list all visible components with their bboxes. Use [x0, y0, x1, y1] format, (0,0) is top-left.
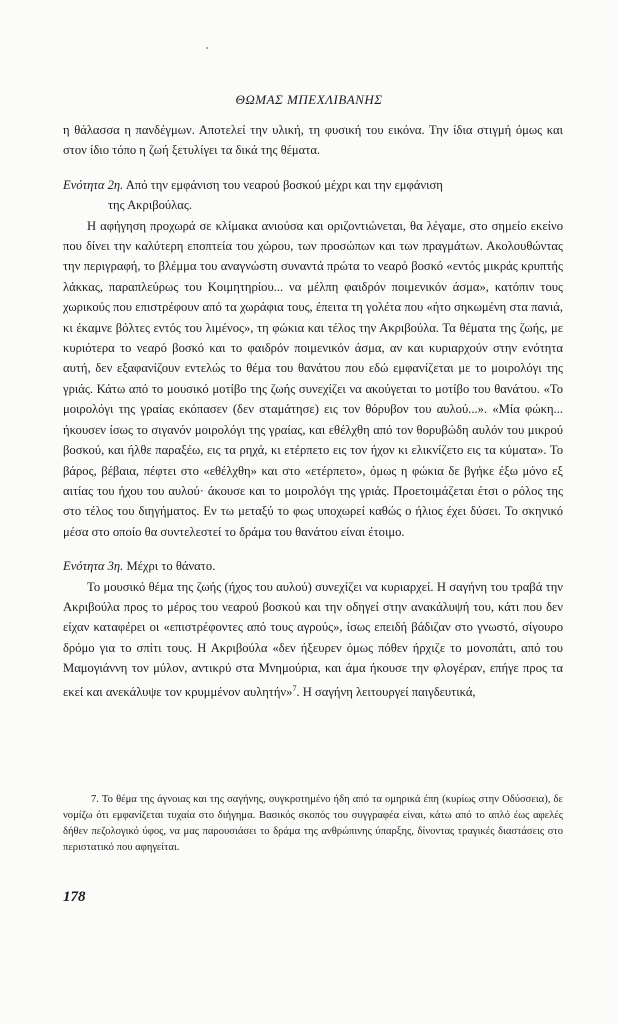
section-2-paragraph: Η αφήγηση προχωρά σε κλίμακα ανιούσα και οριζοντιώνεται, θα λέγαμε, στο σημείο εκείνο που δίνει την καλύτερη εποπτεία του χώρου, των προσώπων και των πραγμάτων. Ακολουθώντας την περιγραφή, το βλέμμα του αναγνώστη συναντά πρώτα το νεαρό βοσκό «εντός μικράς κρυπτής λάκκας, παραπλεύρως του Κοιμητηρίου... να μέλπη φαιδρόν ποιμενικόν άσμα», κατόπιν τους χωρικούς που επιστρέφουν από τα χωράφια τους, έπειτα τη γολέτα που «ήτο σηκωμένη στα πανιά, κι έκαμνε βόλτες εντός του λιμένος», τη φώκια και τέλος την Ακριβούλα. Τα θέματα της ζωής, με κυριότερα το νεαρό βοσκό και το φαιδρόν ποιμενικόν άσμα, αν και κυριαρχούν στην ενότητα αυτή, δεν εξαφανίζουν εντελώς το θέμα του θανάτου που εδώ εμφανίζεται με το μοιρολόγι της γριάς. Κάτω από το μουσικό μοτίβο της ζωής συνεχίζει να ακούγεται το μοτίβο του θανάτου. «Το μοιρολόγι της γραίας εκόπασεν (δεν σταμάτησε) εις τον θόρυβον του αυλού...». «Μία φώκη... ήκουσεν ίσως το σιγανόν μοιρολόγι της γραίας, και εθέλχθη από τον θορυβώδη αυλόν του μικρού βοσκού, και ήλθε παραξέω, εις τα ρηχά, κι ετέρπετο εις τον ήχον κι ελικνίζετο εις τα κύματα». Το βάρος, βέβαια, πέφτει στο «εθέλχθη» και στο «ετέρπετο», όμως η φώκια δε βγήκε έξω μόνο εξ αιτίας του ήχου του αυλού· άκουσε και το μοιρολόγι της γριάς. Προετοιμάζεται έτσι ο ρόλος της στο τέλος του διηγήματος. Εν τω μεταξύ το φως υποχωρεί καθώς ο ήλιος έχει δύσει. Το σκηνικό μέσα στο οποίο θα συντελεστεί το δράμα του θανάτου είναι έτοιμο. [63, 218, 563, 539]
section-2-title: Από την εμφάνιση του νεαρού βοσκού μέχρι και την εμφάνιση [123, 177, 443, 192]
section-3-title: Μέχρι το θάνατο. [123, 559, 216, 574]
section-3-text-b: . Η σαγήνη λειτουργεί παιγδευτικά, [296, 684, 476, 699]
section-2-heading [63, 175, 563, 195]
section-3-heading [63, 556, 563, 576]
section-3 [63, 556, 563, 702]
intro-paragraph: η θάλασσα η πανδέγμων. Αποτελεί την υλική, τη φυσική του εικόνα. Την ίδια στιγμή όμως και στον ίδιο τόπο η ζωή ξετυλίγει τα δικά της θέματα. [63, 123, 563, 158]
running-header: ΘΩΜΑΣ ΜΠΕΧΛΙΒΑΝΗΣ [235, 92, 383, 107]
footnote-body: Το θέμα της άγνοιας και της σαγήνης, συγκροτημένο ήδη από τα ομηρικά έπη (κυρίως στην Οδύσσεια), δε νομίζω ότι εμφανίζεται τυχαία στο διήγημα. Βασικός σκοπός του συγγραφέα είναι, κάτω από το απλό έως αφελές δήθεν πεζολογικό ύφος, να μας παρουσιάσει το δράμα της ανθρώπινης ύπαρξης, δίνοντας τραγικές διαστάσεις στο περιστατικό που αφηγείται. [63, 794, 563, 853]
main-text [63, 120, 563, 702]
footnote [63, 792, 563, 856]
page-number: 178 [63, 889, 86, 905]
section-2 [63, 175, 563, 542]
section-3-label: Ενότητα 3η. [63, 559, 124, 574]
section-2-label: Ενότητα 2η. [63, 177, 124, 192]
paper-speck [206, 47, 208, 49]
footnote-text [63, 792, 563, 856]
section-3-text-a: Το μουσικό θέμα της ζωής (ήχος του αυλού) συνεχίζει να κυριαρχεί. Η σαγήνη του τραβά την Ακριβούλα προς το μέρος του νεαρού βοσκού και την οδηγεί στην ανακάλυψή του, κάτι που δεν είχαν καταφέρει οι «επιστρέφοντες από τους αγρούς», ίσως επειδή βάδιζαν στο γνωστό, σίγουρο δρόμο για το σπίτι τους. Η Ακριβούλα «δεν ήξευρεν όμως πόθεν ήρχιζε το μονοπάτι, από του Μαμογιάννη τον μύλον, αντικρύ στα Μνημούρια, και άμα ήκουσε την φλογέραν, επήγε προς τα εκεί και ανεκάλυψε τον κρυμμένον αυλητήν» [63, 579, 563, 699]
section-2-title-continuation: της Ακριβούλας. [108, 198, 192, 213]
footnote-reference: 7 [292, 683, 297, 693]
section-3-paragraph [63, 577, 563, 703]
footnote-number: 7. [91, 794, 99, 805]
